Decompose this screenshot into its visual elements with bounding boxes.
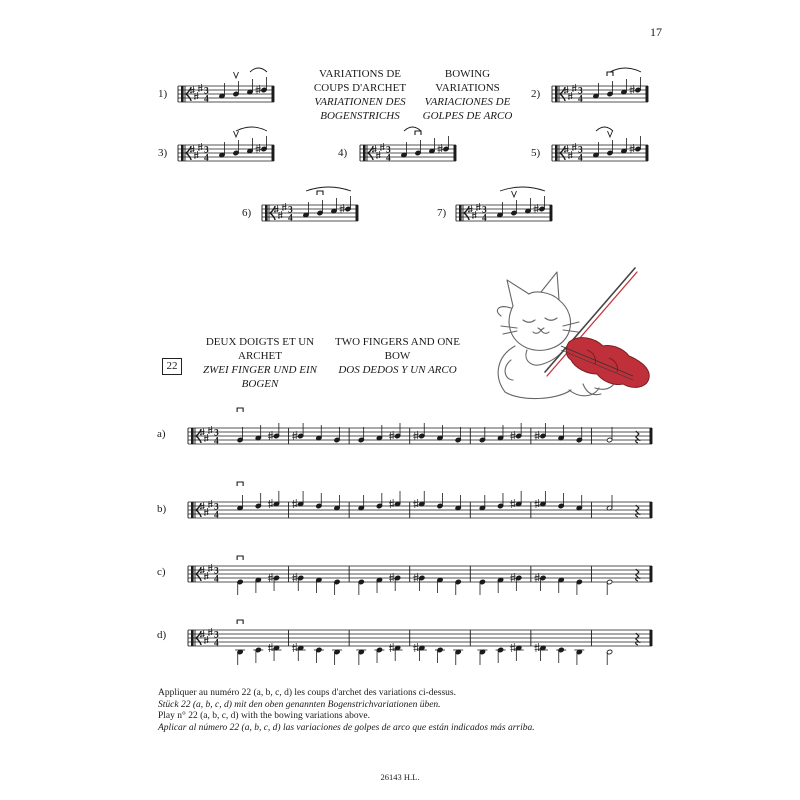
staff — [188, 546, 652, 606]
note — [334, 495, 340, 511]
time-signature-top: 3 — [288, 205, 293, 216]
instructions-block — [158, 688, 535, 734]
time-signature-top: 3 — [482, 205, 487, 216]
note — [253, 647, 263, 663]
note — [356, 649, 366, 665]
time-signature-bottom: 4 — [204, 94, 209, 105]
time-signature — [214, 630, 219, 648]
key-signature-icon — [200, 564, 213, 580]
staff — [456, 185, 552, 245]
note — [376, 577, 382, 593]
note — [334, 427, 340, 443]
instruction-fr: Appliquer au numéro 22 (a, b, c, d) les coups d'archet des variations ci-dessus. — [158, 688, 456, 698]
exercise-line-label: d) — [157, 629, 167, 641]
time-signature — [578, 145, 583, 163]
note — [317, 200, 323, 216]
slur — [306, 187, 351, 191]
time-signature-top: 3 — [386, 145, 391, 156]
final-barline — [454, 145, 457, 161]
final-barline — [646, 86, 649, 102]
time-signature — [482, 205, 487, 223]
note — [316, 425, 322, 441]
exercise-line-label: c) — [157, 566, 166, 578]
sharp-icon — [292, 643, 298, 652]
note — [255, 493, 261, 509]
slur — [404, 127, 421, 131]
staff — [188, 610, 652, 670]
key-signature-icon — [190, 84, 203, 100]
quarter-rest-icon — [636, 431, 639, 443]
note — [455, 495, 461, 511]
time-signature-bottom: 4 — [288, 213, 293, 224]
note — [558, 493, 564, 509]
note — [576, 579, 582, 595]
exercise-title-es: DOS DEDOS Y UN ARCO — [338, 364, 457, 376]
note — [576, 495, 582, 511]
note — [219, 142, 225, 158]
note — [455, 427, 461, 443]
time-signature — [214, 566, 219, 584]
slur — [610, 68, 641, 72]
note — [496, 647, 506, 663]
time-signature-top: 3 — [204, 145, 209, 156]
variation-label: 4) — [338, 147, 348, 159]
slur — [250, 68, 267, 72]
time-signature-top: 3 — [214, 566, 219, 577]
note — [237, 495, 243, 511]
staff — [188, 482, 652, 542]
note — [389, 491, 401, 508]
down-bow-icon — [415, 131, 421, 135]
up-bow-icon — [512, 191, 517, 197]
note — [256, 136, 268, 153]
variations-title-en: BOWING VARIATIONS — [435, 68, 500, 94]
time-signature-top: 3 — [578, 145, 583, 156]
final-barline — [650, 630, 653, 646]
note — [415, 140, 421, 156]
note — [413, 491, 425, 508]
time-signature-top: 3 — [204, 86, 209, 97]
key-signature-icon — [200, 628, 213, 644]
down-bow-icon — [607, 72, 613, 76]
exercise-title-en: TWO FINGERS AND ONE BOW — [335, 336, 460, 362]
final-barline — [650, 566, 653, 582]
staff — [552, 125, 648, 185]
down-bow-icon — [317, 191, 323, 195]
note — [437, 425, 443, 441]
exercise-title-fr: DEUX DOIGTS ET UN ARCHET — [205, 336, 315, 362]
quarter-rest-icon — [636, 505, 639, 517]
time-signature-bottom: 4 — [482, 213, 487, 224]
note — [621, 138, 627, 154]
note — [437, 493, 443, 509]
note — [334, 579, 340, 595]
exercise-title-block — [190, 335, 330, 391]
exercise-line-label: b) — [157, 503, 167, 515]
final-barline — [356, 205, 359, 221]
note — [233, 81, 239, 97]
final-barline — [646, 145, 649, 161]
note — [389, 423, 401, 440]
note — [247, 79, 253, 95]
note — [497, 425, 503, 441]
variations-title-de: VARIATIONEN DES BOGENSTRICHS — [314, 96, 406, 122]
note — [316, 493, 322, 509]
note — [510, 491, 522, 508]
time-signature-bottom: 4 — [214, 638, 219, 649]
note — [630, 77, 642, 94]
down-bow-icon — [237, 482, 243, 486]
time-signature-bottom: 4 — [204, 153, 209, 164]
exercise-title-de: ZWEI FINGER UND EIN BOGEN — [203, 364, 317, 390]
note — [534, 491, 546, 508]
time-signature-top: 3 — [214, 502, 219, 513]
note — [497, 493, 503, 509]
cat-playing-violin-icon — [483, 264, 663, 402]
staff — [552, 66, 648, 126]
note — [630, 136, 642, 153]
note — [534, 423, 546, 440]
variations-title-fr: VARIATIONS DE COUPS D'ARCHET — [313, 68, 407, 94]
note — [237, 579, 243, 595]
note — [255, 577, 261, 593]
note — [316, 577, 322, 593]
instruction-de: Stück 22 (a, b, c, d) mit den oben genannten Bogenstrichvariationen üben. — [158, 699, 441, 710]
up-bow-icon — [234, 131, 239, 137]
note — [435, 647, 445, 663]
note — [607, 579, 613, 595]
note — [268, 491, 280, 508]
quarter-rest-icon — [636, 569, 639, 581]
time-signature-top: 3 — [214, 630, 219, 641]
variation-label: 3) — [158, 147, 168, 159]
note — [497, 202, 503, 218]
time-signature-top: 3 — [578, 86, 583, 97]
note — [510, 423, 522, 440]
note — [607, 140, 613, 156]
note — [511, 200, 517, 216]
note — [593, 142, 599, 158]
slur — [596, 127, 613, 131]
note — [438, 136, 450, 153]
note — [607, 427, 613, 443]
variation-label: 6) — [242, 207, 252, 219]
note — [376, 425, 382, 441]
note — [525, 198, 531, 214]
note — [303, 202, 309, 218]
quarter-rest-icon — [636, 633, 639, 645]
staff — [178, 125, 274, 185]
note — [558, 425, 564, 441]
sharp-icon — [268, 499, 274, 508]
note — [374, 647, 384, 663]
note — [358, 495, 364, 511]
note — [331, 198, 337, 214]
final-barline — [650, 428, 653, 444]
slur — [500, 187, 545, 191]
staff — [360, 125, 456, 185]
note — [247, 138, 253, 154]
down-bow-icon — [237, 620, 243, 624]
variation-label: 2) — [531, 88, 541, 100]
time-signature-bottom: 4 — [578, 153, 583, 164]
sharp-icon — [510, 499, 516, 508]
variations-title-block-2 — [415, 67, 520, 123]
note — [413, 423, 425, 440]
time-signature-bottom: 4 — [214, 510, 219, 521]
note — [453, 649, 463, 665]
variations-title-block — [300, 67, 420, 123]
sharp-icon — [534, 643, 540, 652]
note — [233, 140, 239, 156]
slur — [236, 127, 267, 131]
time-signature-bottom: 4 — [578, 94, 583, 105]
exercise-line-label: a) — [157, 428, 166, 440]
note — [429, 138, 435, 154]
staff — [262, 185, 358, 245]
note — [268, 423, 280, 440]
key-signature-icon — [564, 84, 577, 100]
up-bow-icon — [234, 72, 239, 78]
note — [292, 423, 304, 440]
note — [574, 649, 584, 665]
time-signature — [214, 502, 219, 520]
note — [477, 649, 487, 665]
note — [576, 427, 582, 443]
final-barline — [272, 86, 275, 102]
note — [607, 81, 613, 97]
page-number: 17 — [650, 25, 662, 39]
final-barline — [650, 502, 653, 518]
up-bow-icon — [608, 131, 613, 137]
note — [621, 79, 627, 95]
exercise-title-block-2 — [335, 335, 460, 377]
note — [479, 579, 485, 595]
sharp-icon — [534, 499, 540, 508]
note — [235, 649, 245, 665]
sharp-icon — [510, 643, 516, 652]
time-signature-top: 3 — [214, 428, 219, 439]
note — [401, 142, 407, 158]
variation-label: 1) — [158, 88, 168, 100]
catalog-number: 26143 H.L. — [380, 772, 420, 782]
exercise-number-box: 22 — [162, 358, 182, 375]
final-barline — [550, 205, 553, 221]
note — [358, 579, 364, 595]
note — [558, 577, 564, 593]
note — [340, 196, 352, 213]
time-signature — [204, 86, 209, 104]
down-bow-icon — [237, 556, 243, 560]
variation-label: 7) — [437, 207, 447, 219]
note — [556, 647, 566, 663]
staff — [188, 408, 652, 468]
note — [237, 427, 243, 443]
time-signature — [578, 86, 583, 104]
staff — [178, 66, 274, 126]
variations-title-es: VARIACIONES DE GOLPES DE ARCO — [422, 96, 513, 122]
note — [292, 491, 304, 508]
time-signature — [386, 145, 391, 163]
note — [376, 493, 382, 509]
time-signature-bottom: 4 — [386, 153, 391, 164]
note — [455, 579, 461, 595]
note — [534, 196, 546, 213]
note — [332, 649, 342, 665]
note — [479, 427, 485, 443]
sharp-icon — [413, 499, 419, 508]
note — [479, 495, 485, 511]
time-signature-bottom: 4 — [214, 436, 219, 447]
note — [256, 77, 268, 94]
sharp-icon — [389, 643, 395, 652]
instruction-en: Play n° 22 (a, b, c, d) with the bowing variations above. — [158, 711, 370, 721]
note — [607, 649, 613, 665]
note — [219, 83, 225, 99]
time-signature-bottom: 4 — [214, 574, 219, 585]
note — [314, 647, 324, 663]
variation-label: 5) — [531, 147, 541, 159]
sharp-icon — [292, 499, 298, 508]
sharp-icon — [389, 499, 395, 508]
note — [255, 425, 261, 441]
instruction-es: Aplicar al número 22 (a, b, c, d) las variaciones de golpes de arco que están indicados más arriba. — [158, 722, 535, 733]
note — [358, 427, 364, 443]
time-signature — [288, 205, 293, 223]
note — [593, 83, 599, 99]
time-signature — [204, 145, 209, 163]
note — [607, 495, 613, 511]
sharp-icon — [413, 643, 419, 652]
note — [497, 577, 503, 593]
final-barline — [272, 145, 275, 161]
time-signature — [214, 428, 219, 446]
sharp-icon — [268, 643, 274, 652]
note — [437, 577, 443, 593]
down-bow-icon — [237, 408, 243, 412]
